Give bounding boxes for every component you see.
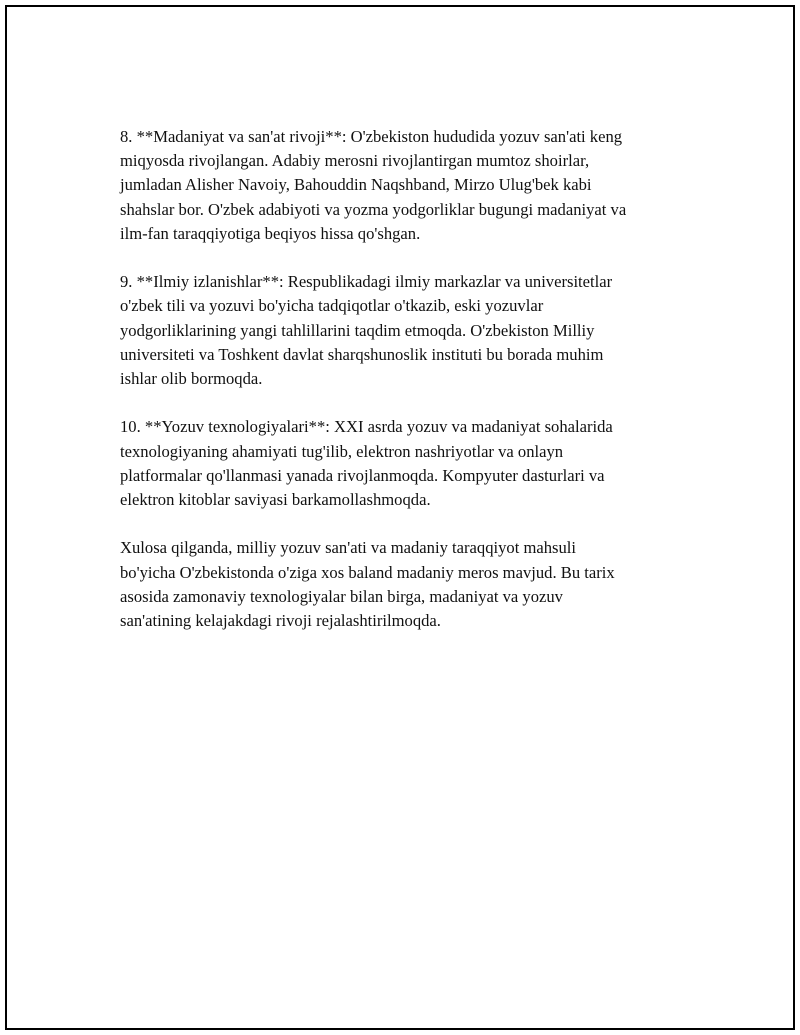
paragraph-writing-technologies bbox=[120, 415, 692, 512]
text-line: texnologiyaning ahamiyati tug'ilib, elektron nashriyotlar va onlayn bbox=[120, 441, 564, 461]
text-line: bo'yicha O'zbekistonda o'ziga xos baland madaniy meros mavjud. Bu tarix bbox=[120, 562, 615, 582]
paragraph-culture-and-art bbox=[120, 125, 692, 246]
text-line: ilm-fan taraqqiyotiga beqiyos hissa qo'shgan. bbox=[120, 223, 421, 243]
text-line: san'atining kelajakdagi rivoji rejalashtirilmoqda. bbox=[120, 611, 441, 631]
text-line: Xulosa qilganda, milliy yozuv san'ati va madaniy taraqqiyot mahsuli bbox=[120, 538, 576, 558]
text-line: asosida zamonaviy texnologiyalar bilan birga, madaniyat va yozuv bbox=[120, 586, 563, 606]
text-line: 10. **Yozuv texnologiyalari**: XXI asrda yozuv va madaniyat sohalarida bbox=[120, 417, 613, 437]
text-line: universiteti va Toshkent davlat sharqshunoslik instituti bu borada muhim bbox=[120, 344, 604, 364]
text-line: ishlar olib bormoqda. bbox=[120, 369, 263, 389]
text-line: shahslar bor. O'zbek adabiyoti va yozma yodgorliklar bugungi madaniyat va bbox=[120, 199, 627, 219]
page-frame bbox=[5, 5, 795, 1030]
text-line: yodgorliklarining yangi tahlillarini taqdim etmoqda. O'zbekiston Milliy bbox=[120, 320, 595, 340]
document-body bbox=[120, 125, 692, 657]
text-line: elektron kitoblar saviyasi barkamollashmoqda. bbox=[120, 490, 431, 510]
text-line: 9. **Ilmiy izlanishlar**: Respublikadagi ilmiy markazlar va universitetlar bbox=[120, 272, 613, 292]
text-line: jumladan Alisher Navoiy, Bahouddin Naqshband, Mirzo Ulug'bek kabi bbox=[120, 175, 592, 195]
paragraph-scientific-research bbox=[120, 270, 692, 391]
text-line: 8. **Madaniyat va san'at rivoji**: O'zbekiston hududida yozuv san'ati keng bbox=[120, 127, 623, 146]
paragraph-conclusion bbox=[120, 536, 692, 633]
text-line: o'zbek tili va yozuvi bo'yicha tadqiqotlar o'tkazib, eski yozuvlar bbox=[120, 296, 544, 316]
text-line: miqyosda rivojlangan. Adabiy merosni rivojlantirgan mumtoz shoirlar, bbox=[120, 151, 590, 171]
text-line: platformalar qo'llanmasi yanada rivojlanmoqda. Kompyuter dasturlari va bbox=[120, 465, 605, 485]
